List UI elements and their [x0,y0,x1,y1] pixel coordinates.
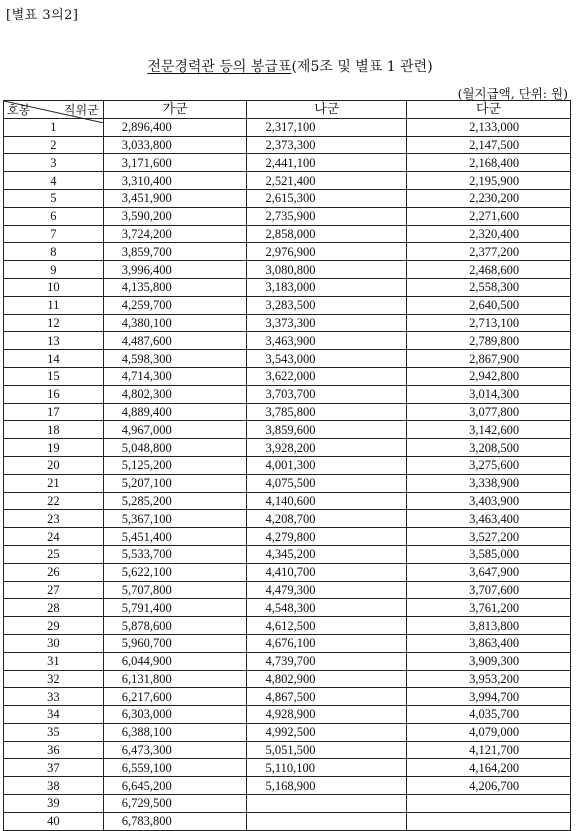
ga-amount-cell: 6,044,900 [103,652,247,670]
da-amount-cell: 2,713,100 [407,314,571,332]
da-amount-cell: 2,867,900 [407,350,571,368]
table-row [4,706,571,724]
da-amount-cell: 3,142,600 [407,421,571,439]
table-row [4,172,571,190]
na-amount-cell: 4,739,700 [247,652,407,670]
na-amount-cell: 4,208,700 [247,510,407,528]
na-amount-cell: 4,867,500 [247,688,407,706]
table-row [4,599,571,617]
na-amount-cell: 4,410,700 [247,563,407,581]
table-row [4,581,571,599]
ga-amount-cell: 6,783,800 [103,812,247,830]
na-amount-cell: 3,283,500 [247,296,407,314]
table-row [4,563,571,581]
table-row [4,261,571,279]
ga-amount-cell: 5,048,800 [103,439,247,457]
step-cell: 1 [4,118,104,136]
na-amount-cell: 2,441,100 [247,154,407,172]
step-cell: 32 [4,670,104,688]
da-amount-cell: 3,463,400 [407,510,571,528]
ga-amount-cell: 5,367,100 [103,510,247,528]
na-amount-cell: 5,110,100 [247,759,407,777]
table-row [4,510,571,528]
ga-amount-cell: 6,388,100 [103,723,247,741]
na-amount-cell: 4,992,500 [247,723,407,741]
step-cell: 5 [4,189,104,207]
ga-amount-cell: 5,622,100 [103,563,247,581]
na-amount-cell: 4,479,300 [247,581,407,599]
ga-amount-cell: 5,207,100 [103,474,247,492]
column-header-na: 나군 [247,101,407,119]
na-amount-cell: 4,140,600 [247,492,407,510]
ga-amount-cell: 4,802,300 [103,385,247,403]
na-amount-cell: 4,279,800 [247,528,407,546]
na-amount-cell: 4,802,900 [247,670,407,688]
ga-amount-cell: 5,533,700 [103,545,247,563]
ga-amount-cell: 6,645,200 [103,777,247,795]
ga-amount-cell: 4,380,100 [103,314,247,332]
step-cell: 12 [4,314,104,332]
table-row [4,154,571,172]
table-row [4,278,571,296]
step-cell: 13 [4,332,104,350]
na-amount-cell: 2,373,300 [247,136,407,154]
da-amount-cell: 4,164,200 [407,759,571,777]
step-label: 호봉 [7,102,31,117]
table-row [4,332,571,350]
da-amount-cell: 3,953,200 [407,670,571,688]
da-amount-cell: 2,133,000 [407,118,571,136]
ga-amount-cell: 4,259,700 [103,296,247,314]
da-amount-cell: 2,147,500 [407,136,571,154]
na-amount-cell: 3,703,700 [247,385,407,403]
da-amount-cell: 2,195,900 [407,172,571,190]
table-row [4,741,571,759]
da-amount-cell: 2,558,300 [407,278,571,296]
table-row [4,634,571,652]
ga-amount-cell: 3,451,900 [103,189,247,207]
da-amount-cell: 2,377,200 [407,243,571,261]
da-amount-cell: 2,168,400 [407,154,571,172]
na-amount-cell [247,795,407,813]
step-cell: 10 [4,278,104,296]
da-amount-cell: 3,527,200 [407,528,571,546]
da-amount-cell: 2,942,800 [407,367,571,385]
unit-note: (월지급액, 단위: 원) [457,86,568,101]
da-amount-cell: 4,035,700 [407,706,571,724]
ga-amount-cell: 6,131,800 [103,670,247,688]
step-cell: 4 [4,172,104,190]
na-amount-cell: 4,548,300 [247,599,407,617]
na-amount-cell: 3,785,800 [247,403,407,421]
ga-amount-cell: 5,791,400 [103,599,247,617]
corner-header-cell [4,101,104,119]
ga-amount-cell: 4,487,600 [103,332,247,350]
step-cell: 26 [4,563,104,581]
da-amount-cell: 3,208,500 [407,439,571,457]
step-cell: 3 [4,154,104,172]
table-row [4,777,571,795]
table-row [4,723,571,741]
na-amount-cell: 4,075,500 [247,474,407,492]
step-cell: 33 [4,688,104,706]
step-cell: 31 [4,652,104,670]
ga-amount-cell: 2,896,400 [103,118,247,136]
ga-amount-cell: 6,729,500 [103,795,247,813]
step-cell: 27 [4,581,104,599]
da-amount-cell: 4,206,700 [407,777,571,795]
step-cell: 16 [4,385,104,403]
ga-amount-cell: 3,996,400 [103,261,247,279]
da-amount-cell: 3,707,600 [407,581,571,599]
step-cell: 9 [4,261,104,279]
table-row [4,670,571,688]
table-row [4,528,571,546]
da-amount-cell: 3,275,600 [407,456,571,474]
document-title [0,56,580,76]
table-row [4,243,571,261]
na-amount-cell: 2,521,400 [247,172,407,190]
ga-amount-cell: 3,859,700 [103,243,247,261]
table-row [4,617,571,635]
table-row [4,652,571,670]
table-row [4,439,571,457]
step-cell: 28 [4,599,104,617]
table-row [4,367,571,385]
ga-amount-cell: 3,033,800 [103,136,247,154]
da-amount-cell: 3,863,400 [407,634,571,652]
na-amount-cell: 3,080,800 [247,261,407,279]
ga-amount-cell: 3,171,600 [103,154,247,172]
step-cell: 17 [4,403,104,421]
step-cell: 14 [4,350,104,368]
step-cell: 19 [4,439,104,457]
table-row [4,314,571,332]
column-header-da: 다군 [407,101,571,119]
table-row [4,456,571,474]
step-cell: 34 [4,706,104,724]
na-amount-cell: 2,976,900 [247,243,407,261]
title-main: 전문경력관 등의 봉급표 [147,59,292,75]
table-row [4,688,571,706]
da-amount-cell: 2,230,200 [407,189,571,207]
na-amount-cell: 3,373,300 [247,314,407,332]
step-cell: 7 [4,225,104,243]
na-amount-cell: 3,463,900 [247,332,407,350]
annex-label: [별표 3의2] [6,8,79,23]
step-cell: 40 [4,812,104,830]
step-cell: 24 [4,528,104,546]
step-cell: 20 [4,456,104,474]
step-cell: 21 [4,474,104,492]
da-amount-cell: 3,585,000 [407,545,571,563]
na-amount-cell: 5,051,500 [247,741,407,759]
step-cell: 8 [4,243,104,261]
step-cell: 37 [4,759,104,777]
step-cell: 38 [4,777,104,795]
da-amount-cell: 2,468,600 [407,261,571,279]
table-body [4,118,571,830]
ga-amount-cell: 4,598,300 [103,350,247,368]
na-amount-cell: 3,543,000 [247,350,407,368]
ga-amount-cell: 5,960,700 [103,634,247,652]
da-amount-cell: 3,647,900 [407,563,571,581]
header-row [4,101,571,119]
table-row [4,474,571,492]
da-amount-cell: 2,320,400 [407,225,571,243]
table-row [4,189,571,207]
ga-amount-cell: 4,889,400 [103,403,247,421]
na-amount-cell: 3,928,200 [247,439,407,457]
ga-amount-cell: 5,125,200 [103,456,247,474]
ga-amount-cell: 3,724,200 [103,225,247,243]
step-cell: 25 [4,545,104,563]
na-amount-cell: 5,168,900 [247,777,407,795]
title-reference: (제5조 및 별표 1 관련) [291,59,433,75]
step-cell: 2 [4,136,104,154]
na-amount-cell: 3,183,000 [247,278,407,296]
na-amount-cell: 4,345,200 [247,545,407,563]
step-cell: 15 [4,367,104,385]
da-amount-cell: 3,077,800 [407,403,571,421]
ga-amount-cell: 5,285,200 [103,492,247,510]
da-amount-cell: 3,338,900 [407,474,571,492]
step-cell: 23 [4,510,104,528]
ga-amount-cell: 5,451,400 [103,528,247,546]
step-cell: 30 [4,634,104,652]
table-row [4,545,571,563]
da-amount-cell: 2,640,500 [407,296,571,314]
da-amount-cell: 3,403,900 [407,492,571,510]
step-cell: 39 [4,795,104,813]
table-row [4,207,571,225]
na-amount-cell: 2,317,100 [247,118,407,136]
da-amount-cell: 3,761,200 [407,599,571,617]
salary-table [3,100,571,831]
da-amount-cell: 4,121,700 [407,741,571,759]
position-group-label: 직위군 [63,103,99,117]
da-amount-cell: 3,994,700 [407,688,571,706]
table-row [4,403,571,421]
ga-amount-cell: 6,473,300 [103,741,247,759]
da-amount-cell: 3,909,300 [407,652,571,670]
na-amount-cell: 4,676,100 [247,634,407,652]
na-amount-cell: 2,615,300 [247,189,407,207]
da-amount-cell [407,795,571,813]
step-cell: 36 [4,741,104,759]
ga-amount-cell: 4,714,300 [103,367,247,385]
na-amount-cell: 3,622,000 [247,367,407,385]
step-cell: 6 [4,207,104,225]
na-amount-cell: 2,858,000 [247,225,407,243]
table-row [4,421,571,439]
na-amount-cell: 4,612,500 [247,617,407,635]
na-amount-cell: 3,859,600 [247,421,407,439]
na-amount-cell: 2,735,900 [247,207,407,225]
table-row [4,492,571,510]
step-cell: 35 [4,723,104,741]
ga-amount-cell: 3,310,400 [103,172,247,190]
ga-amount-cell: 5,878,600 [103,617,247,635]
step-cell: 29 [4,617,104,635]
ga-amount-cell: 6,303,000 [103,706,247,724]
step-cell: 18 [4,421,104,439]
table-row [4,225,571,243]
table-row [4,136,571,154]
na-amount-cell: 4,928,900 [247,706,407,724]
table-row [4,350,571,368]
column-header-ga: 가군 [103,101,247,119]
table-row [4,385,571,403]
table-row [4,759,571,777]
ga-amount-cell: 3,590,200 [103,207,247,225]
ga-amount-cell: 4,967,000 [103,421,247,439]
ga-amount-cell: 5,707,800 [103,581,247,599]
ga-amount-cell: 4,135,800 [103,278,247,296]
ga-amount-cell: 6,559,100 [103,759,247,777]
na-amount-cell: 4,001,300 [247,456,407,474]
step-cell: 11 [4,296,104,314]
da-amount-cell: 2,789,800 [407,332,571,350]
table-row [4,795,571,813]
da-amount-cell: 2,271,600 [407,207,571,225]
da-amount-cell: 4,079,000 [407,723,571,741]
da-amount-cell: 3,014,300 [407,385,571,403]
step-cell: 22 [4,492,104,510]
da-amount-cell: 3,813,800 [407,617,571,635]
table-row [4,296,571,314]
ga-amount-cell: 6,217,600 [103,688,247,706]
